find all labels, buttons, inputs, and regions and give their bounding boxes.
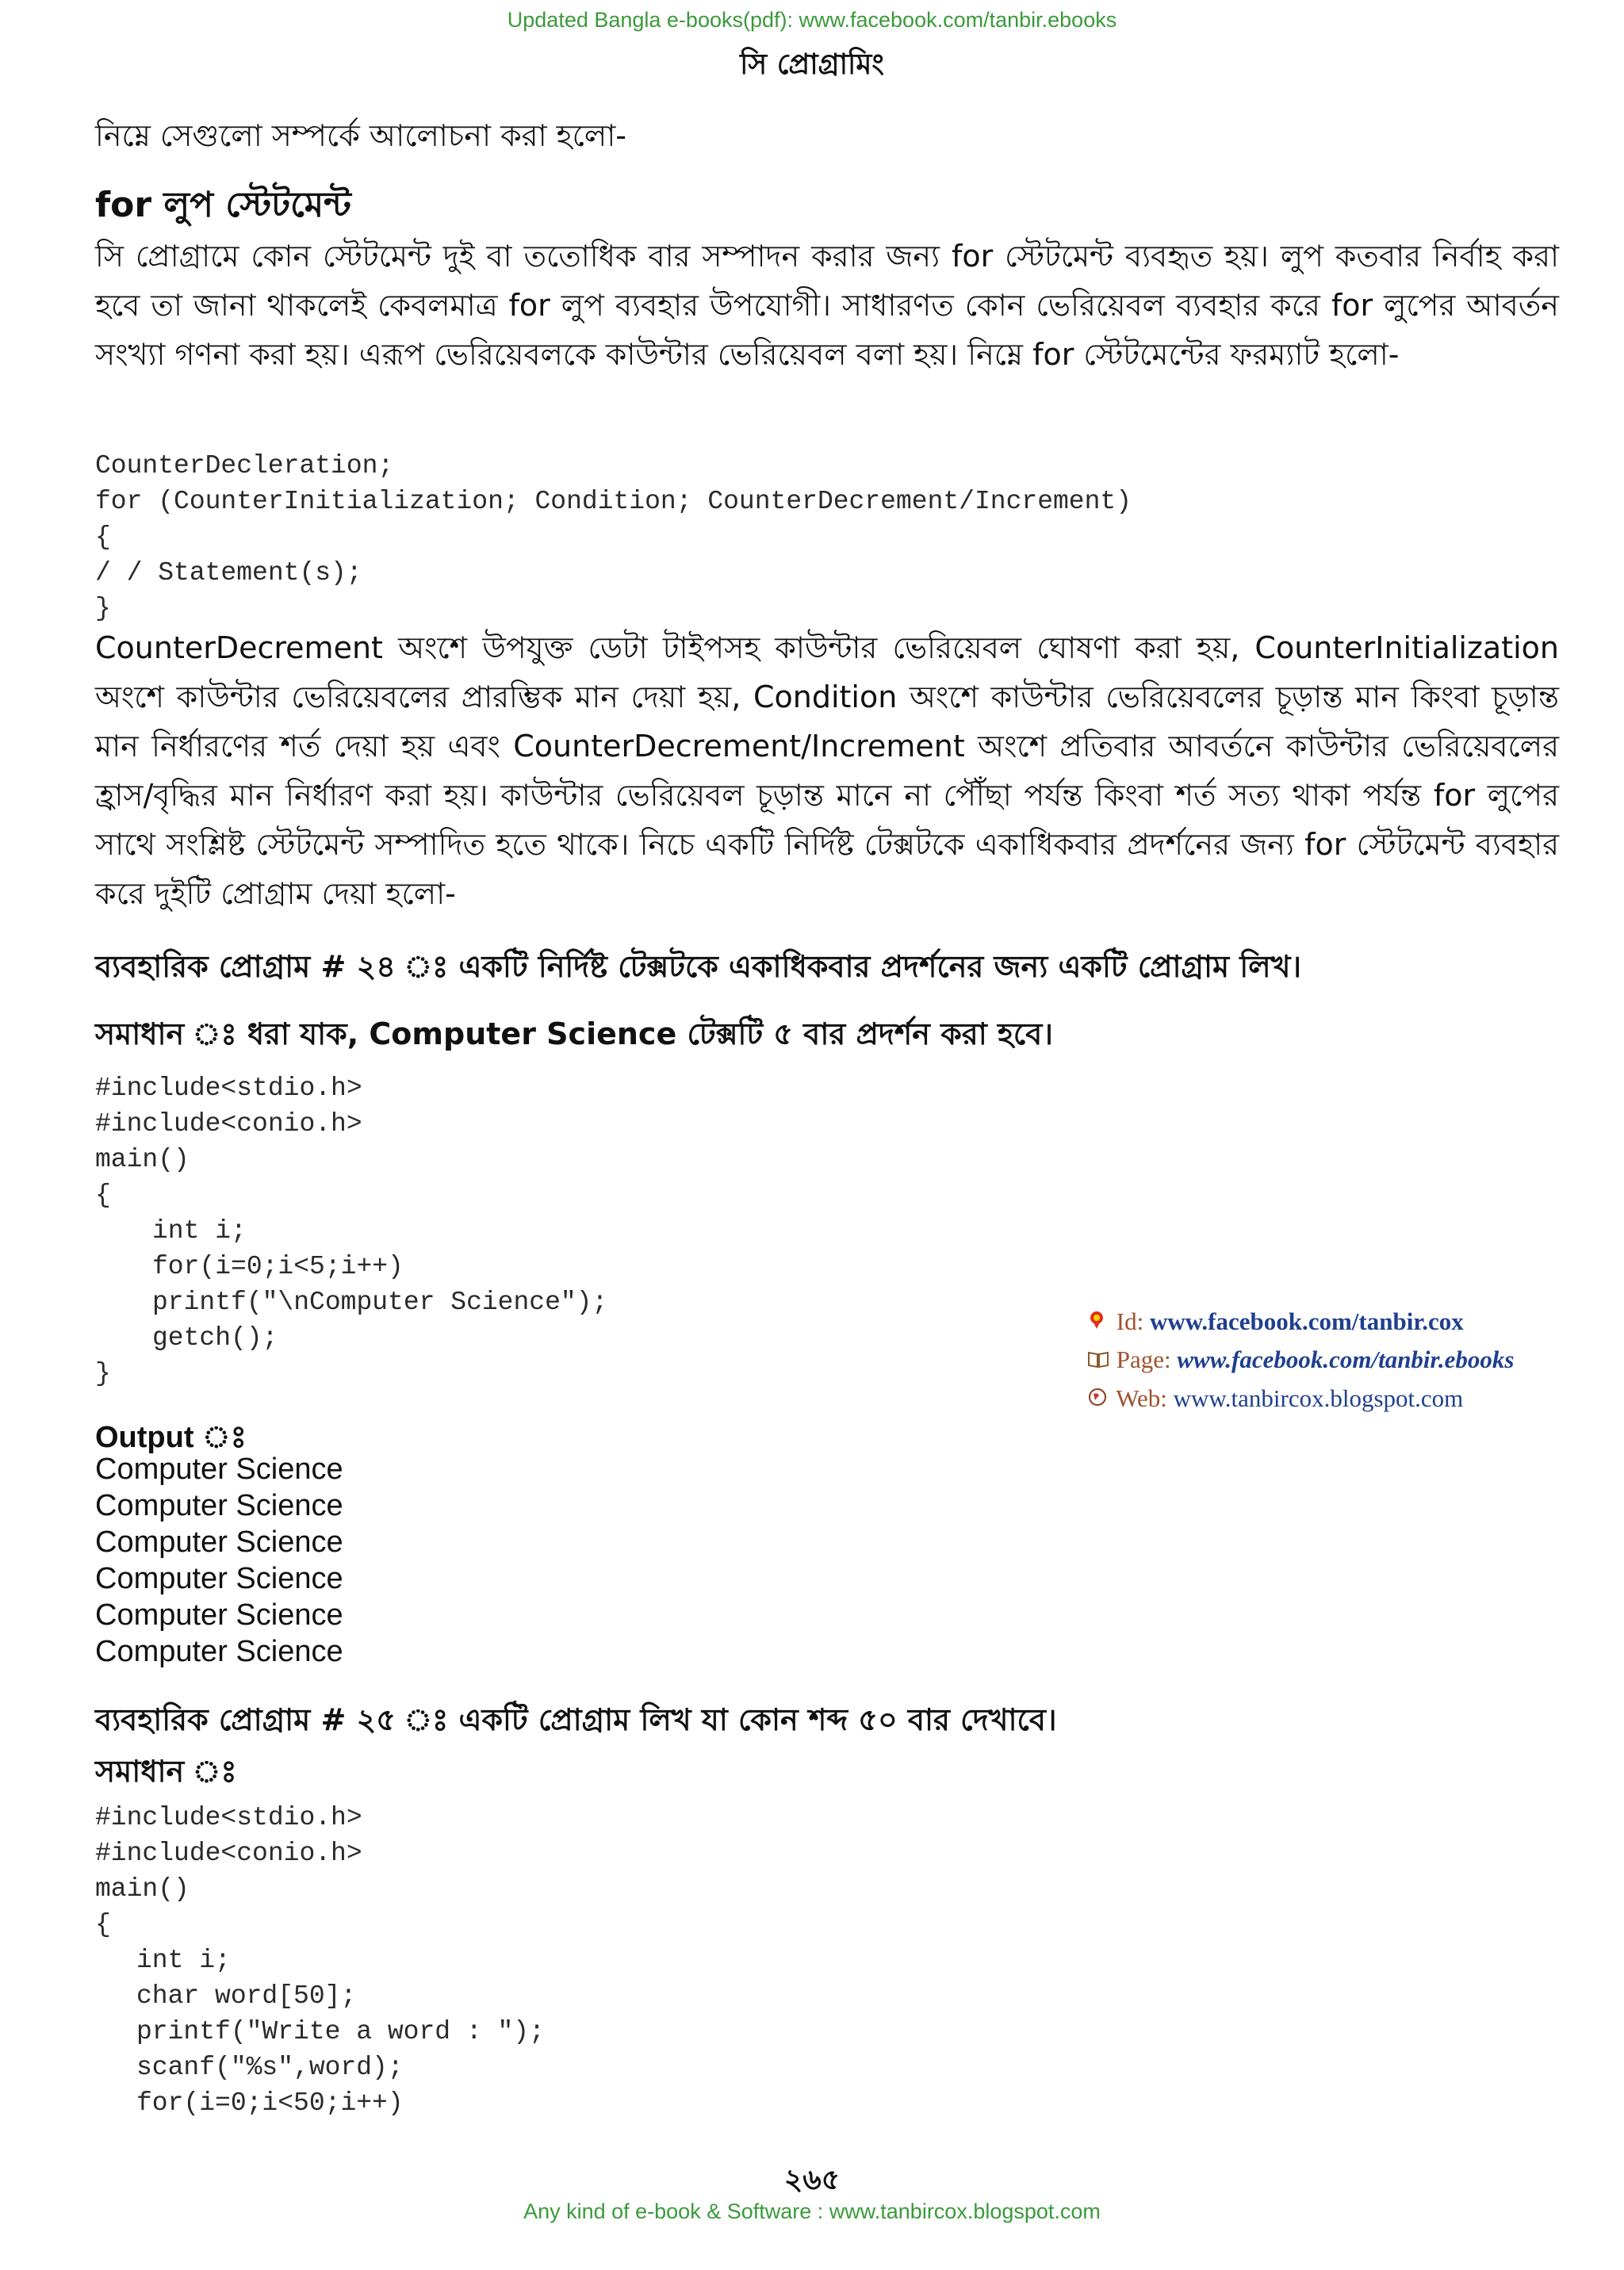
header-watermark: Updated Bangla e-books(pdf): www.facebook.com/tanbir.ebooks — [507, 8, 1117, 32]
code-line: } — [95, 594, 111, 623]
code-line: } — [95, 1359, 111, 1388]
running-title: সি প্রোগ্রামিং — [740, 48, 884, 81]
pin-icon — [1088, 1303, 1110, 1341]
promo-web-line — [1088, 1380, 1463, 1418]
code-line: CounterDecleration; — [95, 451, 394, 480]
code-line: #include<conio.h> — [95, 1839, 362, 1868]
promo-page-label: Page: — [1116, 1346, 1171, 1373]
code-line: for(i=0;i<5;i++) — [152, 1252, 404, 1281]
program-24-solution: সমাধান ঃ ধরা যাক, Computer Science টেক্সটি ৫ বার প্রদর্শন করা হবে। — [95, 1016, 1053, 1051]
code-line: for (CounterInitialization; Condition; CounterDecrement/Increment) — [95, 487, 1132, 516]
program-25-code — [95, 1800, 545, 2121]
output-line: Computer Science — [95, 1635, 343, 1668]
program-25-solution: সমাধান ঃ — [95, 1754, 237, 1789]
code-line: printf("Write a word : "); — [136, 2017, 545, 2046]
code-line: printf("\nComputer Science"); — [152, 1288, 608, 1317]
code-line: { — [95, 1910, 111, 1939]
code-line: char word[50]; — [136, 1981, 357, 2011]
promo-id-line — [1088, 1303, 1464, 1341]
section-heading: for লুপ স্টেটমেন্ট — [95, 185, 351, 225]
paragraph-for-loop-intro: সি প্রোগ্রামে কোন স্টেটমেন্ট দুই বা ততোধিক বার সম্পাদন করার জন্য for স্টেটমেন্ট ব্যবহৃত হয়। লুপ কতবার নির্বাহ করা হবে তা জানা থাকলেই কেবলমাত্র for লুপ ব্যবহার উপযোগী। সাধারণত কোন ভেরিয়েবল ব্যবহার করে for লুপের আবর্তন সংখ্যা গণনা করা হয়। এরূপ ভেরিয়েবলকে কাউন্টার ভেরিয়েবল বলা হয়। নিম্নে for স্টেটমেন্টের ফরম্যাট হলো- — [95, 239, 1559, 372]
output-line: Computer Science — [95, 1453, 343, 1486]
code-line: #include<conio.h> — [95, 1109, 362, 1139]
code-line: int i; — [136, 1946, 231, 1975]
code-line: { — [95, 1181, 111, 1210]
page-number: ২৬৫ — [783, 2164, 841, 2196]
code-line: { — [95, 523, 111, 552]
code-line: main() — [95, 1874, 190, 1904]
promo-id-link[interactable]: www.facebook.com/tanbir.cox — [1149, 1307, 1464, 1335]
code-line: scanf("%s",word); — [136, 2053, 404, 2082]
output-label: Output ঃ — [95, 1421, 247, 1454]
globe-icon — [1088, 1380, 1110, 1418]
promo-page-line — [1088, 1341, 1514, 1379]
footer-watermark: Any kind of e-book & Software : www.tanbircox.blogspot.com — [523, 2199, 1101, 2223]
output-line: Computer Science — [95, 1562, 343, 1595]
format-code-block — [95, 448, 1132, 626]
program-24-title: ব্যবহারিক প্রোগ্রাম # ২৪ ঃ একটি নির্দিষ্ট টেক্সটকে একাধিকবার প্রদর্শনের জন্য একটি প্রোগ্রাম লিখ। — [95, 949, 1302, 984]
program-25-title: ব্যবহারিক প্রোগ্রাম # ২৫ ঃ একটি প্রোগ্রাম লিখ যা কোন শব্দ ৫০ বার দেখাবে। — [95, 1702, 1057, 1737]
code-line: for(i=0;i<50;i++) — [136, 2088, 404, 2118]
code-line: main() — [95, 1145, 190, 1174]
code-line: #include<stdio.h> — [95, 1803, 362, 1832]
promo-web-link[interactable]: www.tanbircox.blogspot.com — [1173, 1384, 1464, 1412]
output-line: Computer Science — [95, 1489, 343, 1522]
code-line: int i; — [152, 1216, 247, 1246]
output-list — [95, 1451, 343, 1670]
code-line: #include<stdio.h> — [95, 1074, 362, 1103]
code-line: getch(); — [152, 1323, 278, 1353]
output-line: Computer Science — [95, 1525, 343, 1559]
intro-line: নিম্নে সেগুলো সম্পর্কে আলোচনা করা হলো- — [95, 118, 626, 153]
output-line: Computer Science — [95, 1598, 343, 1632]
program-24-code — [95, 1070, 607, 1391]
paragraph-format-explanation: CounterDecrement অংশে উপযুক্ত ডেটা টাইপসহ কাউন্টার ভেরিয়েবল ঘোষণা করা হয়, CounterInitialization অংশে কাউন্টার ভেরিয়েবলের প্রারম্ভিক মান দেয়া হয়, Condition অংশে কাউন্টার ভেরিয়েবলের চূড়ান্ত মান কিংবা চূড়ান্ত মান নির্ধারণের শর্ত দেয়া হয় এবং CounterDecrement/Increment অংশে প্রতিবার আবর্তনে কাউন্টার ভেরিয়েবলের হ্রাস/বৃদ্ধির মান নির্ধারণ করা হয়। কাউন্টার ভেরিয়েবল চূড়ান্ত মানে না পৌঁছা পর্যন্ত কিংবা শর্ত সত্য থাকা পর্যন্ত for লুপের সাথে সংশ্লিষ্ট স্টেটমেন্ট সম্পাদিত হতে থাকে। নিচে একটি নির্দিষ্ট টেক্সটকে একাধিকবার প্রদর্শনের জন্য for স্টেটমেন্ট ব্যবহার করে দুইটি প্রোগ্রাম দেয়া হলো- — [95, 630, 1559, 911]
code-line: / / Statement(s); — [95, 558, 362, 588]
book-icon — [1088, 1341, 1110, 1379]
promo-web-label: Web: — [1116, 1384, 1167, 1412]
promo-page-link[interactable]: www.facebook.com/tanbir.ebooks — [1177, 1346, 1515, 1373]
promo-id-label: Id: — [1116, 1307, 1144, 1335]
